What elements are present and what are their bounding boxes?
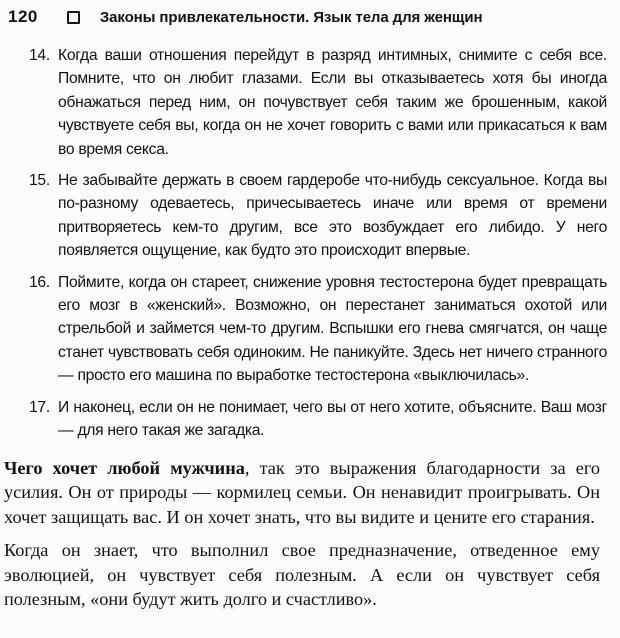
list-item-text: Поймите, когда он стареет, снижение уровня тестостерона будет превращать его мозг в «женский». Возможно, он перестанет заниматься охотой или стрельбой и займется чем-то другим. Вспышки его гнева смягчатся, он чаще станет чувствовать себя одиноким. Не паникуйте. Здесь нет ничего странного — просто его машина по выработке тестостерона «выключилась». (58, 273, 607, 385)
running-title: Законы привлекательности. Язык тела для женщин (99, 8, 483, 26)
numbered-list (4, 44, 608, 443)
square-outline-icon (67, 11, 80, 24)
paragraph (4, 538, 600, 612)
list-item-number: 15. (29, 172, 50, 190)
list-item (4, 271, 608, 388)
page-header (4, 6, 608, 28)
paragraph (4, 456, 600, 530)
list-item (4, 396, 608, 443)
paragraph-text: , так это выражения благодарности за его усилия. Он от природы — кормилец семьи. Он ненавидит проигрывать. Он хочет защищать вас. И он хочет знать, что вы видите и цените его старания. (4, 457, 601, 528)
list-item (4, 169, 608, 263)
paragraph-lead: Чего хочет любой мужчина (4, 457, 245, 478)
list-item-number: 16. (29, 273, 50, 291)
list-item (4, 44, 608, 161)
list-item-text: Когда ваши отношения перейдут в разряд интимных, снимите с себя все. Помните, что он любит глазами. Если вы отказываетесь хотя бы иногда обнажаться перед ним, он почувствует себя таким же брошенным, какой чувствуете себя вы, когда он не хочет говорить с вами или прикасаться к вам во время секса. (58, 47, 607, 158)
list-item-text: И наконец, если он не понимает, чего вы от него хотите, объясните. Ваш мозг — для него такая же загадка. (58, 398, 607, 440)
paragraph-text: Когда он знает, что выполнил свое предназначение, отведенное ему эволюцией, он чувствует себя полезным. А если он чувствует себя полезным, «они будут жить долго и счастливо». (4, 539, 600, 610)
list-item-text: Не забывайте держать в своем гардеробе что-нибудь сексуальное. Когда вы по-разному одеваетесь, причесываетесь иначе или время от времени притворяетесь кем-то другим, все это возбуждает его либидо. У него появляется ощущение, как будто это происходит впервые. (58, 172, 607, 260)
list-item-number: 14. (29, 47, 50, 64)
body-paragraphs (4, 456, 608, 613)
page-number: 120 (8, 7, 38, 26)
list-item-number: 17. (29, 398, 50, 416)
